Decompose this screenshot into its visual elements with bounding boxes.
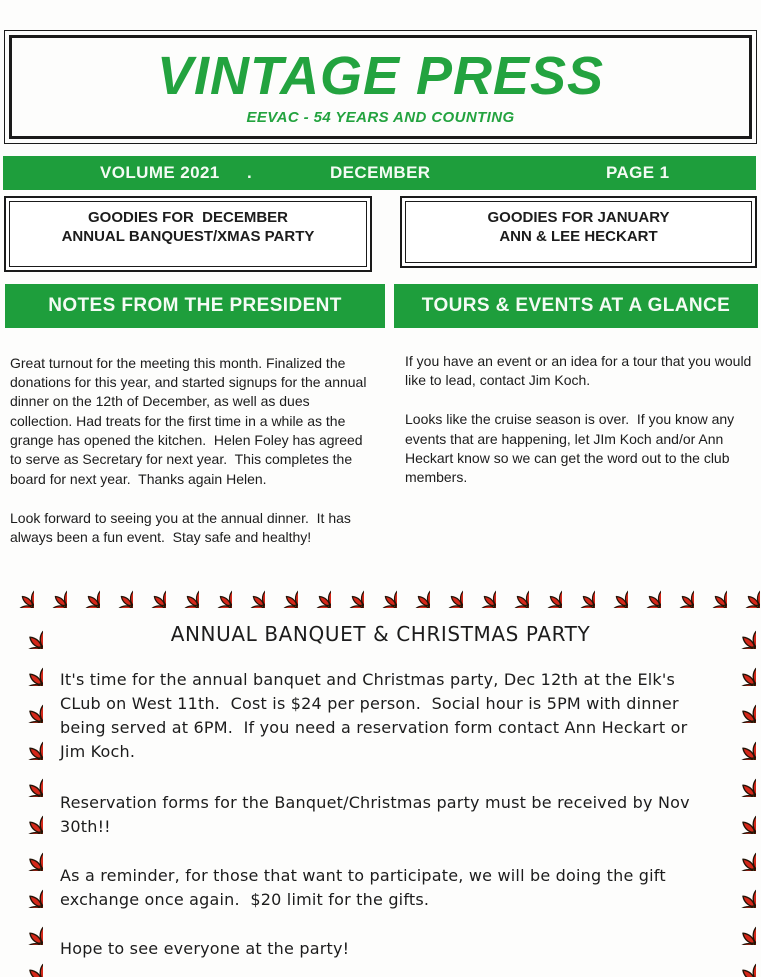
banquet-heading: ANNUAL BANQUET & CHRISTMAS PARTY	[170, 621, 591, 646]
banquet-panel	[0, 572, 761, 977]
month-label: DECEMBER	[330, 162, 431, 182]
section-header-president: NOTES FROM THE PRESIDENT	[5, 284, 385, 328]
poinsettia-icon	[6, 871, 43, 908]
poinsettia-icon	[364, 573, 397, 608]
poinsettia-icon	[719, 612, 756, 649]
poinsettia-icon	[719, 686, 756, 723]
poinsettia-icon	[34, 573, 67, 608]
stray-dot: .	[247, 162, 253, 182]
banquet-paragraph-2: Reservation forms for the Banquet/Christmas party must be received by Nov 30th!!	[60, 792, 696, 836]
poinsettia-icon	[166, 573, 199, 608]
poinsettia-icon	[719, 723, 756, 760]
poinsettia-icon	[6, 760, 43, 797]
poinsettia-icon	[430, 573, 463, 608]
president-paragraph-2: Look forward to seeing you at the annual dinner. It has always been a fun event. Stay safe and healthy!	[10, 509, 355, 546]
poinsettia-icon	[719, 834, 756, 871]
poinsettia-icon	[719, 908, 756, 945]
poinsettia-icon	[67, 573, 100, 608]
poinsettia-border-left	[3, 612, 45, 975]
poinsettia-icon	[6, 649, 43, 686]
banquet-paragraph-1: It's time for the annual banquet and Christmas party, Dec 12th at the Elk's CLub on West 11th. Cost is $24 per person. Social hour is 5PM with dinner being served at 6PM. If you need a reservation form contact Ann Heckart or Jim Koch.	[60, 669, 693, 761]
goodies-january-frame	[405, 201, 752, 263]
poinsettia-icon	[6, 834, 43, 871]
body-columns	[0, 352, 761, 568]
poinsettia-icon	[298, 573, 331, 608]
poinsettia-icon	[6, 945, 43, 977]
poinsettia-icon	[719, 760, 756, 797]
poinsettia-icon	[6, 686, 43, 723]
poinsettia-icon	[331, 573, 364, 608]
poinsettia-icon	[1, 573, 34, 608]
section-header-tours: TOURS & EVENTS AT A GLANCE	[394, 284, 758, 328]
goodies-december-line1: GOODIES FOR DECEMBER	[87, 208, 289, 226]
president-paragraph-1: Great turnout for the meeting this month. Finalized the donations for this year, and started signups for the annual dinner on the 12th of December, as well as dues collection. Had treats for the first time in a while as the grange has opened the kitchen. Helen Foley has agreed to serve as Secretary for next year. This completes the board for next year. Thanks again Helen.	[10, 354, 371, 487]
poinsettia-icon	[133, 573, 166, 608]
poinsettia-icon	[199, 573, 232, 608]
masthead	[4, 30, 757, 144]
poinsettia-icon	[628, 573, 661, 608]
poinsettia-icon	[719, 797, 756, 834]
issue-bar	[3, 156, 756, 190]
goodies-december-line2: ANNUAL BANQUEST/XMAS PARTY	[61, 228, 315, 246]
poinsettia-icon	[595, 573, 628, 608]
poinsettia-icon	[719, 871, 756, 908]
masthead-frame	[9, 35, 752, 139]
poinsettia-icon	[719, 945, 756, 977]
poinsettia-icon	[6, 723, 43, 760]
poinsettia-icon	[727, 573, 760, 608]
poinsettia-icon	[6, 797, 43, 834]
poinsettia-icon	[6, 908, 43, 945]
tours-paragraph-1: If you have an event or an idea for a tour that you would like to lead, contact Jim Koch.	[405, 352, 756, 388]
banquet-content	[52, 618, 709, 973]
goodies-january-line1: GOODIES FOR JANUARY	[487, 208, 670, 226]
poinsettia-icon	[719, 649, 756, 686]
poinsettia-icon	[232, 573, 265, 608]
poinsettia-icon	[265, 573, 298, 608]
poinsettia-icon	[100, 573, 133, 608]
poinsettia-icon	[562, 573, 595, 608]
poinsettia-icon	[496, 573, 529, 608]
poinsettia-icon	[694, 573, 727, 608]
poinsettia-icon	[661, 573, 694, 608]
poinsettia-border-top	[0, 572, 761, 610]
tours-paragraph-2: Looks like the cruise season is over. If you know any events that are happening, let JIm Koch and/or Ann Heckart know so we can get the word out to the club members.	[405, 411, 739, 486]
banquet-paragraph-4: Hope to see everyone at the party!	[60, 938, 350, 958]
poinsettia-icon	[397, 573, 430, 608]
poinsettia-icon	[529, 573, 562, 608]
volume-label: VOLUME 2021	[100, 162, 220, 182]
poinsettia-icon	[6, 612, 43, 649]
president-column	[0, 352, 385, 568]
newsletter-title: VINTAGE PRESS	[156, 46, 605, 106]
poinsettia-icon	[463, 573, 496, 608]
page-number-label: PAGE 1	[606, 162, 670, 182]
goodies-january-box	[400, 196, 757, 268]
goodies-january-line2: ANN & LEE HECKART	[499, 228, 658, 246]
newsletter-subtitle: EEVAC - 54 YEARS AND COUNTING	[246, 108, 515, 126]
goodies-december-box	[4, 196, 372, 272]
poinsettia-border-right	[716, 612, 758, 975]
section-headers-row	[5, 284, 758, 328]
tours-column	[385, 352, 761, 568]
goodies-row	[4, 196, 757, 272]
banquet-paragraph-3: As a reminder, for those that want to participate, we will be doing the gift exchange once again. $20 limit for the gifts.	[60, 865, 672, 909]
goodies-december-frame	[9, 201, 367, 267]
